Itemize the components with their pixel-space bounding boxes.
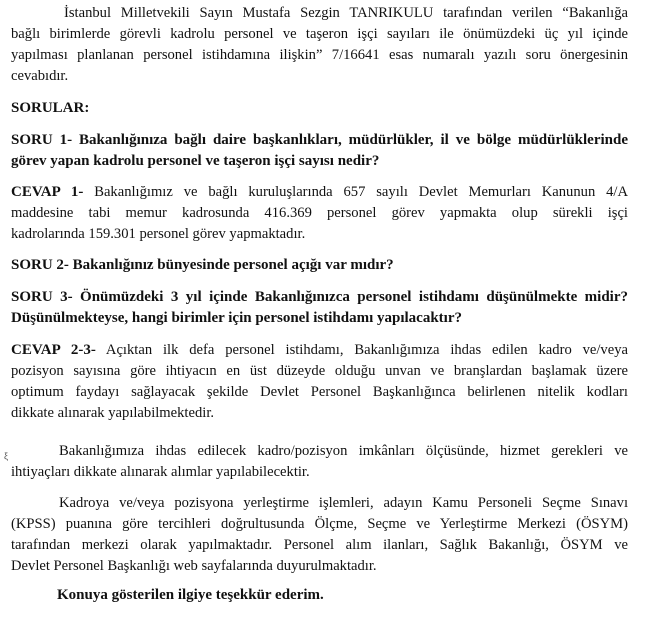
sorular-heading: SORULAR: [11,100,90,116]
cevap-1-text: Bakanlığımız ve bağlı kuruluşlarında 657 sayılı Devlet Memurları Kanunun 4/A [83,184,628,200]
cevap-1-line-3: kadrolarında 159.301 personel görev yapmaktadır. [11,226,306,242]
soru-1-line-1: SORU 1- Bakanlığınıza bağlı daire başkanlıkları, müdürlükler, il ve bölge müdürlüklerinde [11,132,628,148]
intro-line-2: bağlı birimlerde görevli kadrolu personel ve taşeron işçi sayıları ile önümüzdeki üç yıl içinde [11,26,628,42]
cevap-23-line-2: pozisyon sayısına göre ihtiyacın en üst düzeyde olduğu unvan ve branşlardan başlamak üzere [11,363,628,379]
intro-line-1: İstanbul Milletvekili Sayın Mustafa Sezgin TANRIKULU tarafından verilen “Bakanlığa [64,5,628,21]
cevap-23-line-3: optimum faydayı sağlayacak şekilde Devlet Personel Başkanlığınca belirlenen nitelik kodları [11,384,628,400]
cevap-1-line-1 [11,183,628,202]
cevap-23-line-4: dikkate alınarak yapılabilmektedir. [11,405,215,421]
para-2-line-1: Bakanlığımıza ihdas edilecek kadro/pozisyon imkânları ölçüsünde, hizmet gerekleri ve [59,443,628,459]
intro-line-4: cevabıdır. [11,68,69,84]
cevap-1-label: CEVAP 1- [11,184,84,200]
intro-line-3: yapılması planlanan personel istihdamına ilişkin” 7/16641 esas numaralı yazılı soru önergesinin [11,47,628,63]
soru-1-line-2: görev yapan kadrolu personel ve taşeron işçi sayısı nedir? [11,153,380,169]
para-3-line-4: Devlet Personel Başkanlığı web sayfalarında duyurulmaktadır. [11,558,377,574]
para-2-line-2: ihtiyaçları dikkate alınarak alımlar yapılabilecektir. [11,464,310,480]
margin-mark: ξ [4,451,9,461]
para-3-line-2: (KPSS) puanına göre tercihleri doğrultusunda Ölçme, Seçme ve Yerleştirme Merkezi (ÖSYM) [11,516,628,532]
cevap-23-line-1 [11,341,628,360]
para-3-line-1: Kadroya ve/veya pozisyona yerleştirme işlemleri, adayın Kamu Personeli Seçme Sınavı [59,495,628,511]
soru-2: SORU 2- Bakanlığınız bünyesinde personel açığı var mıdır? [11,257,394,273]
closing-text: Konuya gösterilen ilgiye teşekkür ederim. [57,587,324,603]
soru-3-line-2: Düşünülmekteyse, hangi birimler için personel istihdamı yapılacaktır? [11,310,463,326]
cevap-1-line-2: maddesine tabi memur kadrosunda 416.369 personel görev yapmakta olup sürekli işçi [11,205,628,221]
para-3-line-3: tarafından merkezi olarak yapılmaktadır. Personel alım ilanları, Sağlık Bakanlığı, ÖSYM ve [11,537,628,553]
cevap-23-text: Açıktan ilk defa personel istihdamı, Bakanlığımıza ihdas edilen kadro ve/veya [95,342,628,358]
cevap-23-label: CEVAP 2-3- [11,342,96,358]
soru-3-line-1: SORU 3- Önümüzdeki 3 yıl içinde Bakanlığınızca personel istihdamı düşünülmekte midir? [11,289,628,305]
